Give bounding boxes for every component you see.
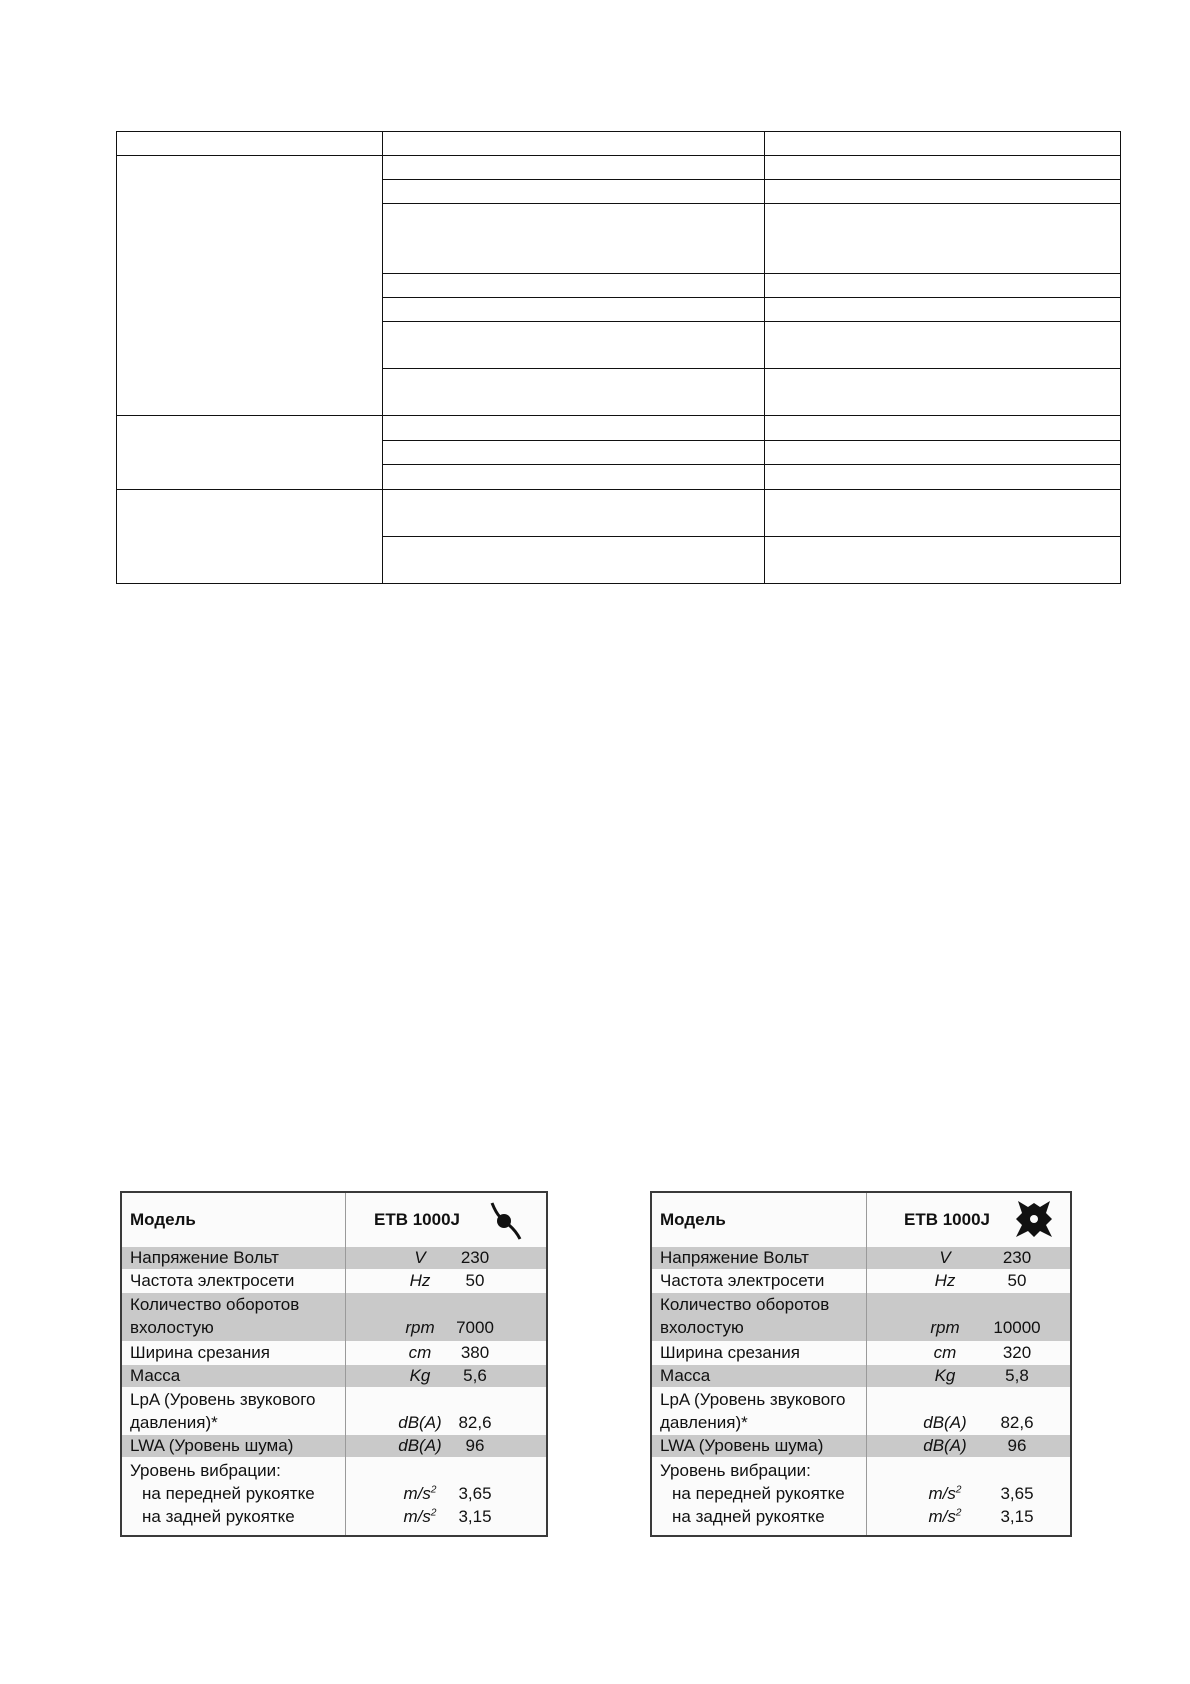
table-row-line bbox=[382, 203, 1121, 204]
table-col-divider-1 bbox=[382, 131, 383, 584]
rpm-label-line1: Количество оборотов bbox=[660, 1295, 830, 1314]
frequency-unit: Hz bbox=[934, 1271, 956, 1290]
rpm-label-line2: вхолостую bbox=[130, 1318, 214, 1337]
vib-front-label: на передней рукоятке bbox=[142, 1484, 315, 1503]
table-border-left bbox=[116, 131, 117, 584]
model-value: ETB 1000J bbox=[904, 1210, 990, 1229]
vib-rear-unit: $m/s^2$ bbox=[403, 1507, 437, 1526]
cut-width-value: 380 bbox=[460, 1343, 490, 1362]
vib-front-value: 3,65 bbox=[458, 1484, 492, 1503]
frequency-label: Частота электросети bbox=[660, 1271, 825, 1290]
lpa-label-line1: LpA (Уровень звукового bbox=[130, 1390, 316, 1409]
frequency-unit: Hz bbox=[409, 1271, 431, 1290]
table-border-right bbox=[1120, 131, 1121, 584]
table-row-line bbox=[382, 464, 1121, 465]
lwa-label: LWA (Уровень шума) bbox=[130, 1436, 294, 1455]
voltage-label: Напряжение Вольт bbox=[130, 1248, 279, 1267]
cut-width-unit: cm bbox=[933, 1343, 957, 1362]
rpm-value: 10000 bbox=[993, 1318, 1041, 1337]
voltage-unit: V bbox=[414, 1248, 426, 1267]
cut-width-value: 320 bbox=[1002, 1343, 1032, 1362]
vib-front-label: на передней рукоятке bbox=[672, 1484, 845, 1503]
table-row-line bbox=[382, 368, 1121, 369]
voltage-label: Напряжение Вольт bbox=[660, 1248, 809, 1267]
lwa-value: 96 bbox=[465, 1436, 485, 1455]
table-row-line bbox=[382, 273, 1121, 274]
column-divider bbox=[345, 1193, 346, 1535]
empty-spec-table bbox=[116, 131, 1121, 584]
table-row-line bbox=[382, 440, 1121, 441]
frequency-label: Частота электросети bbox=[130, 1271, 295, 1290]
vib-rear-label: на задней рукоятке bbox=[142, 1507, 295, 1526]
column-divider bbox=[866, 1193, 867, 1535]
mass-unit: Kg bbox=[934, 1366, 956, 1385]
table-row-line bbox=[116, 415, 1121, 416]
lwa-unit: dB(A) bbox=[398, 1436, 442, 1455]
vib-rear-label: на задней рукоятке bbox=[672, 1507, 825, 1526]
cut-width-label: Ширина срезания bbox=[660, 1343, 800, 1362]
table-row-line bbox=[116, 155, 1121, 156]
mass-unit: Kg bbox=[409, 1366, 431, 1385]
vib-rear-value: 3,15 bbox=[1000, 1507, 1034, 1526]
spec-card-line-trimmer bbox=[120, 1191, 548, 1537]
model-label: Модель bbox=[660, 1210, 726, 1229]
lpa-unit: dB(A) bbox=[923, 1413, 967, 1432]
table-row-line bbox=[382, 297, 1121, 298]
vib-rear-unit: $m/s^2$ bbox=[928, 1507, 962, 1526]
lpa-value: 82,6 bbox=[1000, 1413, 1034, 1432]
table-border-bottom bbox=[116, 583, 1121, 584]
lwa-value: 96 bbox=[1007, 1436, 1027, 1455]
frequency-value: 50 bbox=[1007, 1271, 1027, 1290]
vib-rear-value: 3,15 bbox=[458, 1507, 492, 1526]
mass-value: 5,8 bbox=[1005, 1366, 1029, 1385]
lpa-value: 82,6 bbox=[458, 1413, 492, 1432]
table-row-line bbox=[382, 536, 1121, 537]
voltage-value: 230 bbox=[1002, 1248, 1032, 1267]
mass-label: Масса bbox=[660, 1366, 711, 1385]
lpa-unit: dB(A) bbox=[398, 1413, 442, 1432]
trimmer-line-head-icon bbox=[486, 1197, 526, 1241]
voltage-value: 230 bbox=[460, 1248, 490, 1267]
cut-width-unit: cm bbox=[408, 1343, 432, 1362]
mass-label: Масса bbox=[130, 1366, 181, 1385]
table-row-line bbox=[116, 489, 1121, 490]
lpa-label-line2: давления)* bbox=[660, 1413, 748, 1432]
lpa-label-line1: LpA (Уровень звукового bbox=[660, 1390, 846, 1409]
vib-front-unit: $m/s^2$ bbox=[928, 1484, 962, 1503]
frequency-value: 50 bbox=[465, 1271, 485, 1290]
lwa-label: LWA (Уровень шума) bbox=[660, 1436, 824, 1455]
vibration-label: Уровень вибрации: bbox=[660, 1461, 811, 1480]
lpa-label-line2: давления)* bbox=[130, 1413, 218, 1432]
voltage-unit: V bbox=[939, 1248, 951, 1267]
lwa-unit: dB(A) bbox=[923, 1436, 967, 1455]
rpm-value: 7000 bbox=[456, 1318, 494, 1337]
vib-front-unit: $m/s^2$ bbox=[403, 1484, 437, 1503]
table-col-divider-2 bbox=[764, 131, 765, 584]
rpm-label-line2: вхолостую bbox=[660, 1318, 744, 1337]
table-row-line bbox=[382, 179, 1121, 180]
rpm-label-line1: Количество оборотов bbox=[130, 1295, 300, 1314]
table-row-line bbox=[382, 321, 1121, 322]
rpm-unit: rpm bbox=[930, 1318, 960, 1337]
cut-width-label: Ширина срезания bbox=[130, 1343, 270, 1362]
vibration-label: Уровень вибрации: bbox=[130, 1461, 281, 1480]
model-value: ETB 1000J bbox=[374, 1210, 460, 1229]
mass-value: 5,6 bbox=[463, 1366, 487, 1385]
four-blade-disc-icon bbox=[1014, 1199, 1054, 1239]
table-border-top bbox=[116, 131, 1121, 132]
rpm-unit: rpm bbox=[405, 1318, 435, 1337]
spec-card-blade-trimmer bbox=[650, 1191, 1072, 1537]
vib-front-value: 3,65 bbox=[1000, 1484, 1034, 1503]
model-label: Модель bbox=[130, 1210, 196, 1229]
